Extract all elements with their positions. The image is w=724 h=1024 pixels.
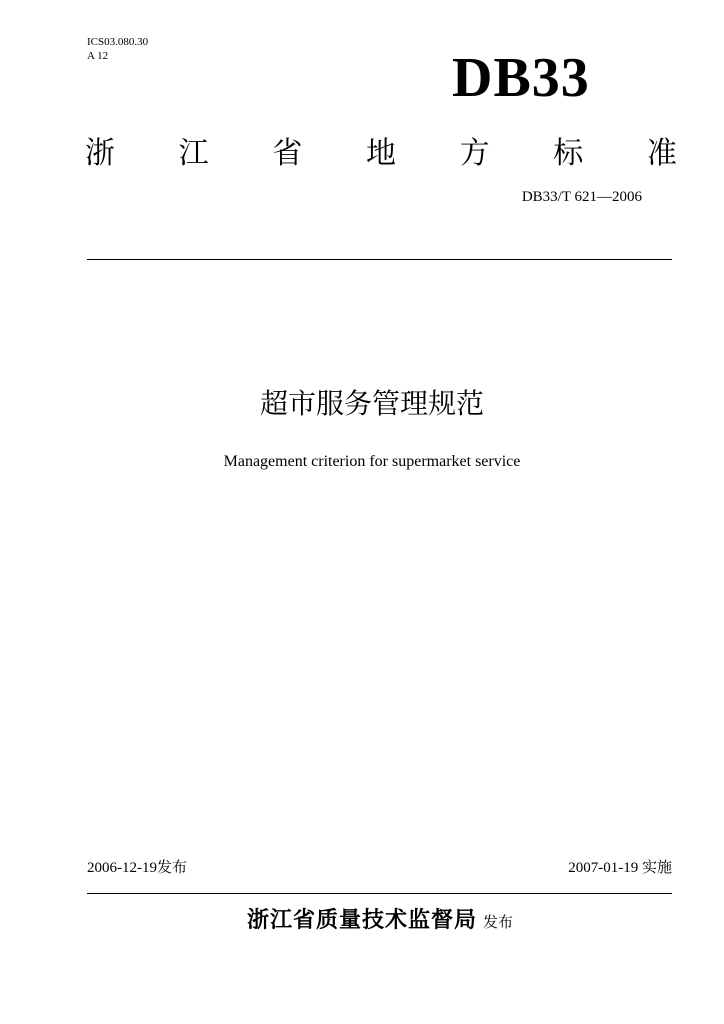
standard-type-heading <box>85 134 677 174</box>
standard-type-char: 浙 <box>85 136 115 171</box>
publish-verb: 发布 <box>483 913 514 931</box>
issue-date-line <box>87 857 187 878</box>
ics-code: ICS03.080.30 <box>87 36 149 48</box>
standard-type-char: 省 <box>272 136 303 171</box>
publisher-line <box>0 906 724 937</box>
standard-type-char: 方 <box>459 136 490 171</box>
publisher: 浙江省质量技术监督局 <box>246 908 477 933</box>
standard-type-char: 标 <box>553 136 584 171</box>
standard-type-char: 地 <box>365 136 396 171</box>
implementation-date: 2007-01-19 <box>568 860 639 876</box>
implementation-label: 实施 <box>641 858 672 876</box>
standard-number: DB33/T 621—2006 <box>521 189 642 205</box>
issue-label: 发布 <box>157 858 188 876</box>
ccs-code: A 12 <box>87 50 109 62</box>
title-english: Management criterion for supermarket service <box>223 453 521 470</box>
implementation-date-line <box>480 857 672 878</box>
standard-type-char: 江 <box>178 136 209 171</box>
db-logo: DB33 <box>452 47 590 109</box>
bottom-divider <box>87 893 672 894</box>
issue-date: 2006-12-19 <box>87 860 157 876</box>
top-divider <box>87 259 672 260</box>
standard-type-char: 准 <box>646 136 677 171</box>
title-chinese: 超市服务管理规范 <box>259 387 484 420</box>
